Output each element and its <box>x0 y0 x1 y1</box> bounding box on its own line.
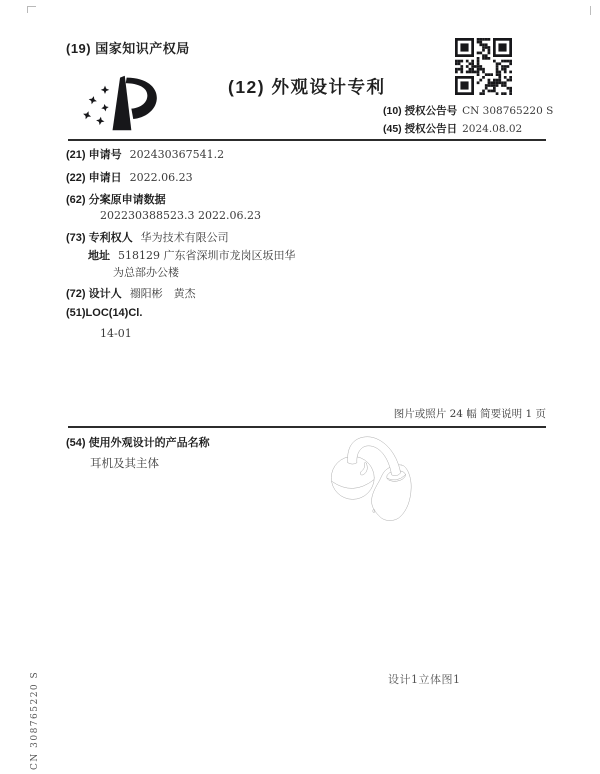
earbud-drawing <box>300 430 560 690</box>
address-line2: 为总部办公楼 <box>113 266 179 279</box>
application-date-label: (22) 申请日 <box>66 172 122 184</box>
loc-class-label: (51)LOC(14)Cl. <box>66 307 143 319</box>
division-data-row <box>66 191 166 207</box>
patentee-label: (73) 专利权人 <box>66 232 133 244</box>
division-data-label: (62) 分案原申请数据 <box>66 194 166 206</box>
cnipa-logo-icon <box>78 71 164 135</box>
publication-date-label: (45) 授权公告日 <box>383 123 458 135</box>
publication-date-value: 2024.08.02 <box>462 123 523 135</box>
patentee-value: 华为技术有限公司 <box>140 231 229 244</box>
designer-names: 禤阳彬 黄杰 <box>129 287 196 300</box>
application-number-row <box>66 146 224 162</box>
address-label: 地址 <box>88 250 110 262</box>
application-date-value: 2022.06.23 <box>129 171 193 184</box>
publication-number-value: CN 308765220 S <box>462 105 554 117</box>
address-row <box>88 247 296 263</box>
crop-mark-top-right <box>590 6 591 15</box>
loc-class-row <box>66 307 142 319</box>
design-figure <box>300 430 560 690</box>
mic-hole <box>373 509 375 512</box>
application-number-label: (21) 申请号 <box>66 149 122 161</box>
product-name: 耳机及其主体 <box>90 456 159 470</box>
qr-code <box>455 38 512 95</box>
patentee-row <box>66 229 229 245</box>
address-line1: 518129 广东省深圳市龙岗区坂田华 <box>118 249 296 262</box>
figures-count-note: 图片或照片 24 幅 简要说明 1 页 <box>393 408 546 420</box>
division-data-value: 202230388523.3 2022.06.23 <box>100 209 261 222</box>
loc-class-value: 14-01 <box>100 327 132 340</box>
side-publication-number: CN 308765220 S <box>30 670 40 770</box>
logo-stars <box>82 86 110 126</box>
crop-mark-top-left <box>27 6 36 13</box>
designer-label: (72) 设计人 <box>66 288 122 300</box>
application-number-value: 202430367541.2 <box>129 148 225 161</box>
office-name: (19) 国家知识产权局 <box>66 41 190 56</box>
product-title-row <box>66 434 210 450</box>
figure-caption: 设计1立体图1 <box>388 673 461 686</box>
application-date-row <box>66 169 193 185</box>
middle-divider <box>68 426 546 428</box>
publication-number-row <box>383 103 553 118</box>
publication-number-label: (10) 授权公告号 <box>383 105 458 117</box>
header-divider <box>68 139 546 141</box>
product-title-label: (54) 使用外观设计的产品名称 <box>66 437 210 449</box>
publication-date-row <box>383 121 522 136</box>
designer-row <box>66 285 196 301</box>
document-type-title: (12) 外观设计专利 <box>228 77 386 97</box>
